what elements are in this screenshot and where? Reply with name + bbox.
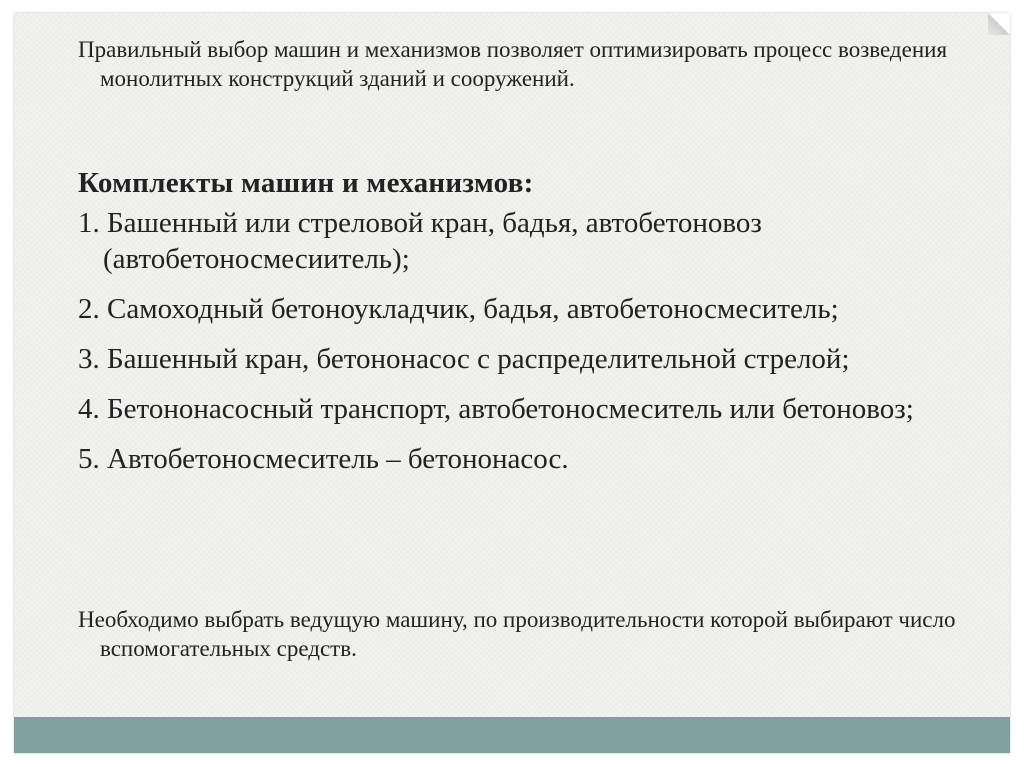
list-item: 1. Башенный или стреловой кран, бадья, автобетоновоз (автобетоносмесиитель); — [78, 207, 762, 275]
page-curl-decoration — [988, 13, 1010, 35]
machine-sets-list — [78, 205, 986, 491]
intro-paragraph: Правильный выбор машин и механизмов позволяет оптимизировать процесс возведения монолитных конструкций зданий и сооружений. — [78, 37, 948, 91]
slide — [14, 13, 1010, 753]
list-item: 3. Башенный кран, бетононасос с распределительной стрелой; — [78, 343, 850, 375]
conclusion-paragraph: Необходимо выбрать ведущую машину, по производительности которой выбирают число вспомогательных средств. — [78, 607, 956, 661]
list-item: 4. Бетононасосный транспорт, автобетоносмеситель или бетоновоз; — [78, 393, 914, 425]
conclusion-block — [78, 605, 986, 663]
intro-block — [78, 35, 986, 93]
section-heading: Комплекты машин и механизмов: — [78, 167, 534, 199]
footer-band — [14, 717, 1010, 753]
list-item: 2. Самоходный бетоноукладчик, бадья, автобетоносмеситель; — [78, 293, 839, 325]
list-item: 5. Автобетоносмеситель – бетононасос. — [78, 443, 569, 475]
